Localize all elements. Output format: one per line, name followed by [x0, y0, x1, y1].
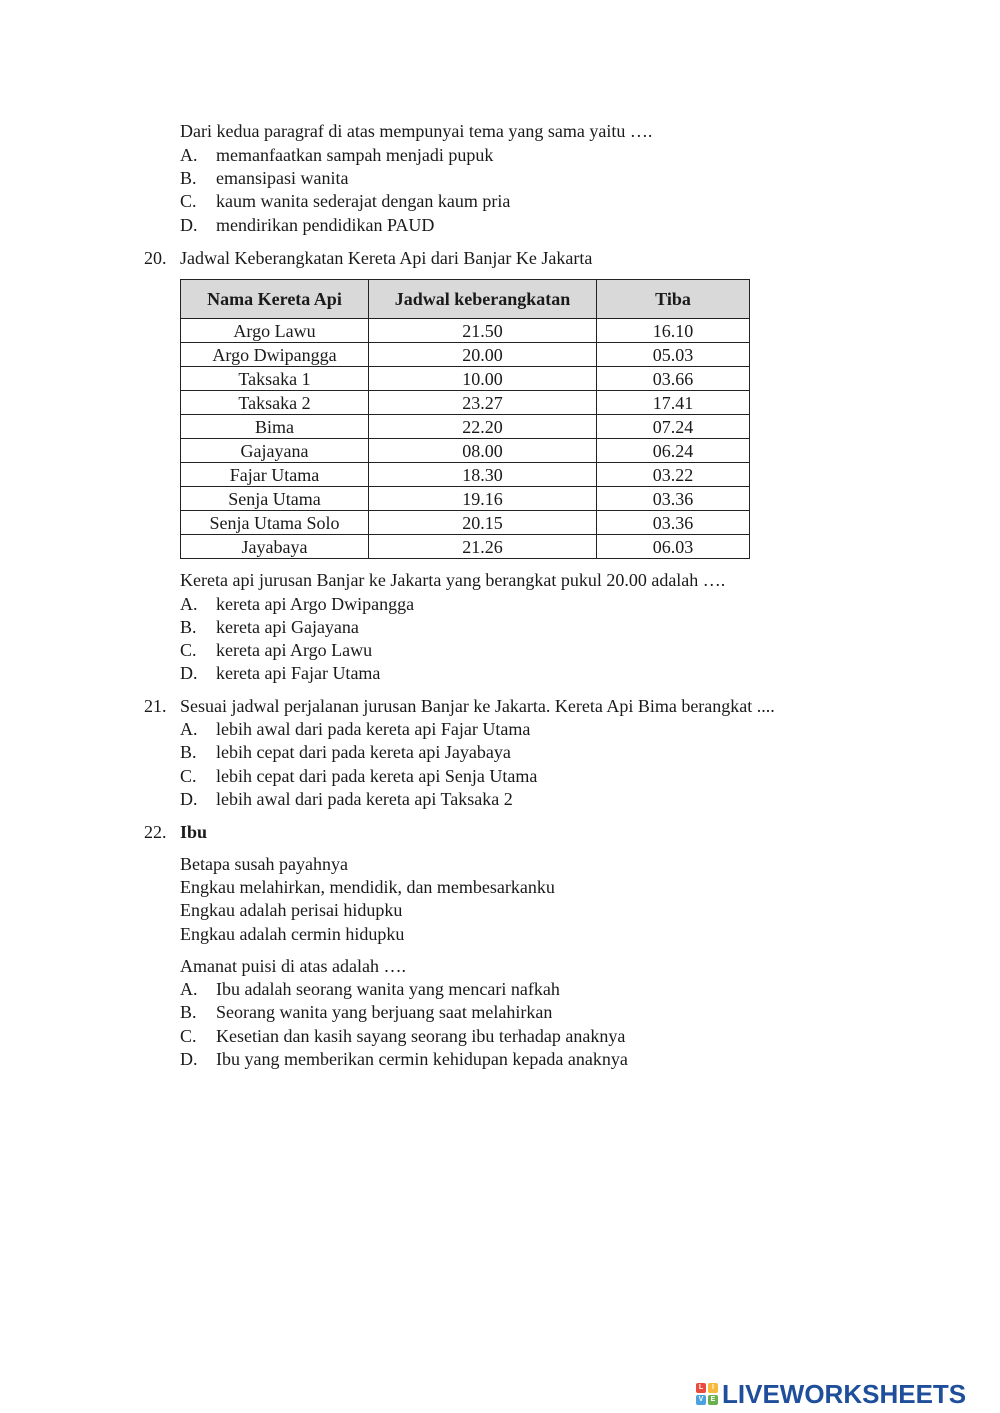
arrival-cell: 06.24 [597, 439, 750, 463]
train-schedule-table [180, 279, 750, 559]
train-name-cell: Jayabaya [181, 535, 369, 559]
q20-number: 20. [144, 248, 167, 268]
logo-letter: E [708, 1395, 718, 1405]
logo-mark-icon [696, 1383, 718, 1405]
liveworksheets-wordmark: LIVEWORKSHEETS [722, 1378, 967, 1409]
departure-cell: 19.16 [369, 487, 597, 511]
departure-cell: 10.00 [369, 367, 597, 391]
arrival-cell: 06.03 [597, 535, 750, 559]
q21-stem: Sesuai jadwal perjalanan jurusan Banjar ke Jakarta. Kereta Api Bima berangkat .... [180, 696, 775, 716]
departure-cell: 23.27 [369, 391, 597, 415]
train-name-cell: Argo Dwipangga [181, 343, 369, 367]
table-row [181, 463, 750, 487]
header-arrival: Tiba [597, 280, 750, 319]
q19-stem: Dari kedua paragraf di atas mempunyai tema yang sama yaitu …. [180, 121, 653, 141]
q21-option-b-letter: B. [180, 742, 197, 762]
q20-option-d: kereta api Fajar Utama [216, 663, 381, 683]
q22-poem-title: Ibu [180, 822, 208, 842]
train-name-cell: Senja Utama Solo [181, 511, 369, 535]
q20-option-a-letter: A. [180, 594, 198, 614]
departure-cell: 22.20 [369, 415, 597, 439]
header-departure: Jadwal keberangkatan [369, 280, 597, 319]
q22-option-c-letter: C. [180, 1026, 197, 1046]
q21-number: 21. [144, 696, 167, 716]
table-row [181, 415, 750, 439]
arrival-cell: 16.10 [597, 319, 750, 343]
q21-option-a-letter: A. [180, 719, 198, 739]
departure-cell: 20.15 [369, 511, 597, 535]
train-name-cell: Senja Utama [181, 487, 369, 511]
departure-cell: 08.00 [369, 439, 597, 463]
table-row [181, 535, 750, 559]
departure-cell: 18.30 [369, 463, 597, 487]
poem-line: Engkau adalah perisai hidupku [180, 900, 403, 920]
header-train-name: Nama Kereta Api [181, 280, 369, 319]
q21-option-c: lebih cepat dari pada kereta api Senja Utama [216, 766, 538, 786]
q21-option-d-letter: D. [180, 789, 198, 809]
departure-cell: 21.26 [369, 535, 597, 559]
q22-option-c: Kesetian dan kasih sayang seorang ibu terhadap anaknya [216, 1026, 626, 1046]
table-row [181, 391, 750, 415]
logo-letter: V [696, 1395, 706, 1405]
q19-option-b: emansipasi wanita [216, 168, 349, 188]
train-name-cell: Taksaka 2 [181, 391, 369, 415]
q21-option-c-letter: C. [180, 766, 197, 786]
liveworksheets-logo [696, 1378, 966, 1410]
arrival-cell: 05.03 [597, 343, 750, 367]
q22-stem: Amanat puisi di atas adalah …. [180, 956, 406, 976]
arrival-cell: 03.36 [597, 511, 750, 535]
q19-option-d-letter: D. [180, 215, 198, 235]
train-name-cell: Argo Lawu [181, 319, 369, 343]
q22-option-d: Ibu yang memberikan cermin kehidupan kepada anaknya [216, 1049, 628, 1069]
train-name-cell: Taksaka 1 [181, 367, 369, 391]
q22-option-b: Seorang wanita yang berjuang saat melahirkan [216, 1002, 553, 1022]
q19-option-a: memanfaatkan sampah menjadi pupuk [216, 145, 494, 165]
departure-cell: 20.00 [369, 343, 597, 367]
q20-stem: Kereta api jurusan Banjar ke Jakarta yang berangkat pukul 20.00 adalah …. [180, 570, 726, 590]
q22-option-a-letter: A. [180, 979, 198, 999]
table-row [181, 367, 750, 391]
logo-letter: L [696, 1383, 706, 1393]
departure-cell: 21.50 [369, 319, 597, 343]
arrival-cell: 03.36 [597, 487, 750, 511]
q20-option-b-letter: B. [180, 617, 197, 637]
q21-option-a: lebih awal dari pada kereta api Fajar Utama [216, 719, 531, 739]
arrival-cell: 07.24 [597, 415, 750, 439]
arrival-cell: 17.41 [597, 391, 750, 415]
q19-option-d: mendirikan pendidikan PAUD [216, 215, 435, 235]
poem-line: Betapa susah payahnya [180, 854, 348, 874]
q21-option-b: lebih cepat dari pada kereta api Jayabaya [216, 742, 511, 762]
table-row [181, 439, 750, 463]
arrival-cell: 03.66 [597, 367, 750, 391]
q20-option-d-letter: D. [180, 663, 198, 683]
q20-option-c: kereta api Argo Lawu [216, 640, 373, 660]
table-row [181, 487, 750, 511]
logo-letter: I [708, 1383, 718, 1393]
poem-line: Engkau melahirkan, mendidik, dan membesarkanku [180, 877, 555, 897]
q19-option-c-letter: C. [180, 191, 197, 211]
q20-option-b: kereta api Gajayana [216, 617, 359, 637]
poem-line: Engkau adalah cermin hidupku [180, 924, 405, 944]
train-name-cell: Bima [181, 415, 369, 439]
q22-option-d-letter: D. [180, 1049, 198, 1069]
table-row [181, 343, 750, 367]
q22-number: 22. [144, 822, 167, 842]
q21-option-d: lebih awal dari pada kereta api Taksaka 2 [216, 789, 513, 809]
table-row [181, 511, 750, 535]
q20-title: Jadwal Keberangkatan Kereta Api dari Banjar Ke Jakarta [180, 248, 593, 268]
arrival-cell: 03.22 [597, 463, 750, 487]
q19-option-c: kaum wanita sederajat dengan kaum pria [216, 191, 511, 211]
table-row [181, 319, 750, 343]
train-name-cell: Gajayana [181, 439, 369, 463]
q22-option-a: Ibu adalah seorang wanita yang mencari nafkah [216, 979, 560, 999]
q20-option-a: kereta api Argo Dwipangga [216, 594, 415, 614]
q19-option-b-letter: B. [180, 168, 197, 188]
q22-option-b-letter: B. [180, 1002, 197, 1022]
q20-option-c-letter: C. [180, 640, 197, 660]
train-name-cell: Fajar Utama [181, 463, 369, 487]
table-header-row [181, 280, 750, 319]
q19-option-a-letter: A. [180, 145, 198, 165]
